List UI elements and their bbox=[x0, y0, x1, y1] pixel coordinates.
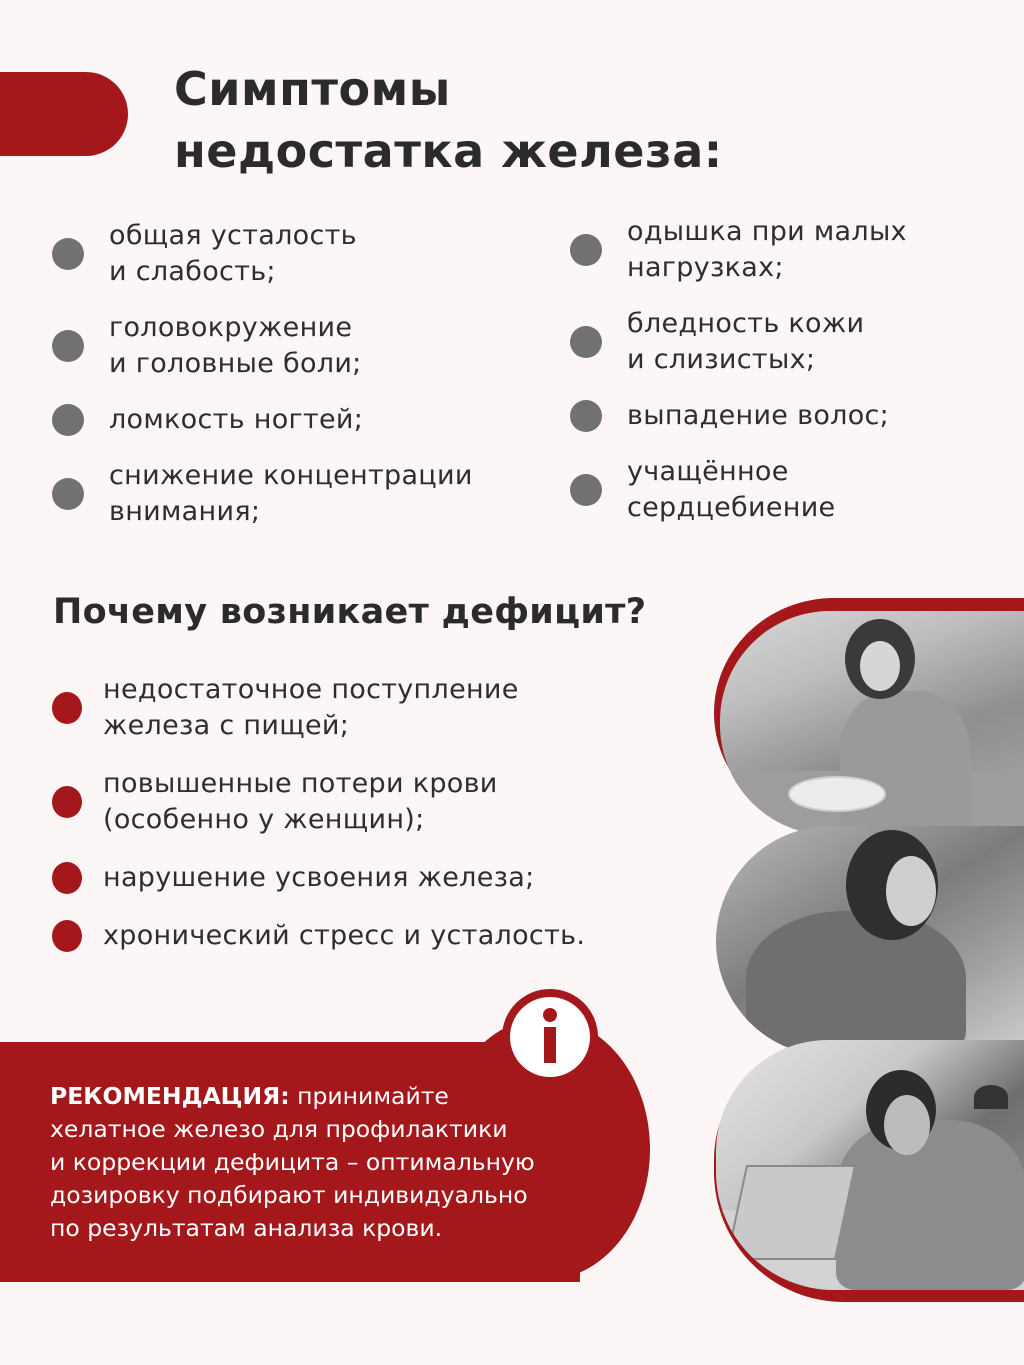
face-shape bbox=[886, 856, 936, 926]
person-body-shape bbox=[836, 1120, 1024, 1290]
bullet-dot-icon bbox=[52, 478, 84, 510]
bullet-dot-icon bbox=[52, 862, 82, 894]
laptop-shape bbox=[726, 1165, 856, 1260]
person-body-shape bbox=[746, 911, 966, 1056]
recommendation-label: РЕКОМЕНДАЦИЯ: bbox=[50, 1082, 290, 1110]
bullet-dot-icon bbox=[570, 474, 602, 506]
causes-list bbox=[52, 672, 662, 976]
bullet-dot-icon bbox=[52, 692, 82, 724]
face-shape bbox=[860, 641, 900, 691]
symptom-item: головокружение и головные боли; bbox=[52, 310, 532, 382]
symptom-item: снижение концентрации внимания; bbox=[52, 458, 532, 530]
info-icon-bar bbox=[544, 1027, 556, 1063]
face-shape bbox=[884, 1095, 930, 1155]
cause-item: нарушение усвоения железа; bbox=[52, 860, 662, 896]
symptoms-list-right bbox=[570, 214, 1010, 546]
cause-item: повышенные потери крови (особенно у женщин); bbox=[52, 766, 662, 838]
recommendation-first-line: РЕКОМЕНДАЦИЯ: принимайте bbox=[50, 1082, 449, 1110]
man-headache-laptop-photo bbox=[716, 1040, 1024, 1290]
symptom-item: учащённое сердцебиение bbox=[570, 454, 1010, 526]
page-title bbox=[174, 58, 723, 182]
title-line-1: Симптомы bbox=[174, 62, 451, 116]
symptom-item: выпадение волос; bbox=[570, 398, 1010, 434]
symptom-item: бледность кожи и слизистых; bbox=[570, 306, 1010, 378]
symptom-item: общая усталость и слабость; bbox=[52, 218, 532, 290]
person-body-shape bbox=[840, 691, 970, 835]
woman-stomach-pain-photo bbox=[716, 826, 1024, 1056]
cause-item: хронический стресс и усталость. bbox=[52, 918, 662, 954]
info-icon-dot bbox=[543, 1008, 557, 1022]
bullet-dot-icon bbox=[52, 330, 84, 362]
red-accent-tab bbox=[0, 72, 128, 156]
bullet-dot-icon bbox=[570, 326, 602, 358]
bullet-dot-icon bbox=[52, 786, 82, 818]
woman-eating-pasta-photo bbox=[720, 611, 1024, 835]
bullet-dot-icon bbox=[52, 920, 82, 952]
symptom-item: ломкость ногтей; bbox=[52, 402, 532, 438]
causes-heading: Почему возникает дефицит? bbox=[53, 592, 647, 632]
bullet-dot-icon bbox=[570, 234, 602, 266]
desk-lamp-shape bbox=[974, 1085, 1008, 1109]
bullet-dot-icon bbox=[52, 238, 84, 270]
cause-item: недостаточное поступление железа с пищей; bbox=[52, 672, 662, 744]
symptoms-list-left bbox=[52, 218, 532, 550]
recommendation-text: РЕКОМЕНДАЦИЯ: принимайте хелатное железо для профилактики и коррекции дефицита – оптимальную дозировку подбирают индивидуально по результатам анализа крови. bbox=[50, 1080, 630, 1245]
bullet-dot-icon bbox=[52, 404, 84, 436]
bullet-dot-icon bbox=[570, 400, 602, 432]
plate-shape bbox=[788, 776, 886, 812]
title-line-2: недостатка железа: bbox=[174, 124, 723, 178]
info-icon bbox=[510, 997, 590, 1077]
symptom-item: одышка при малых нагрузках; bbox=[570, 214, 1010, 286]
